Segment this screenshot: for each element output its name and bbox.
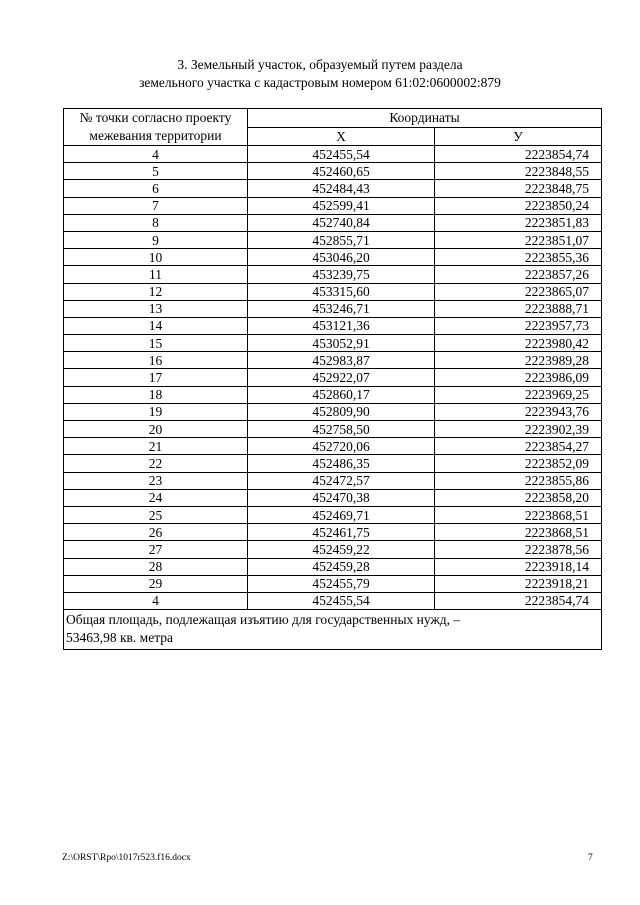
y-coordinate-cell: 2223989,28 [435,352,602,369]
point-number-cell: 17 [64,369,248,386]
y-coordinate-cell: 2223957,73 [435,317,602,334]
x-coordinate-cell: 453246,71 [248,300,435,317]
table-row [64,575,602,592]
x-coordinate-cell: 453052,91 [248,335,435,352]
point-number-cell: 4 [64,592,248,609]
table-row [64,421,602,438]
x-coordinate-cell: 452461,75 [248,524,435,541]
total-area-line-2: 53463,98 кв. метра [66,630,174,646]
x-coordinate-cell: 452460,65 [248,163,435,180]
x-coordinate-cell: 452455,54 [248,592,435,609]
x-coordinate-cell: 452758,50 [248,421,435,438]
y-coordinate-cell: 2223858,20 [435,489,602,506]
y-coordinate-cell: 2223851,07 [435,231,602,248]
point-number-cell: 25 [64,506,248,523]
x-coordinate-cell: 452809,90 [248,403,435,420]
x-coordinate-cell: 452459,28 [248,558,435,575]
table-header-row-1 [64,109,602,128]
x-coordinate-cell: 452983,87 [248,352,435,369]
x-coordinate-cell: 452472,57 [248,472,435,489]
total-area-note [64,610,602,650]
y-coordinate-cell: 2223888,71 [435,300,602,317]
point-number-cell: 27 [64,541,248,558]
table-row [64,163,602,180]
x-coordinate-cell: 452455,54 [248,146,435,163]
point-number-cell: 8 [64,214,248,231]
point-number-cell: 7 [64,197,248,214]
table-row [64,489,602,506]
table-row [64,369,602,386]
x-coordinate-cell: 452486,35 [248,455,435,472]
y-coordinate-cell: 2223854,74 [435,592,602,609]
x-coordinate-cell: 452459,22 [248,541,435,558]
y-coordinate-cell: 2223878,56 [435,541,602,558]
x-coordinate-cell: 452720,06 [248,438,435,455]
table-row [64,506,602,523]
point-number-cell: 15 [64,335,248,352]
point-number-cell: 16 [64,352,248,369]
table-row [64,472,602,489]
table-footer-row [64,610,602,650]
header-point-number-line-1: № точки согласно проекту [79,110,232,125]
x-coordinate-cell: 452860,17 [248,386,435,403]
x-coordinate-cell: 452469,71 [248,506,435,523]
table-row [64,403,602,420]
header-point-number [64,109,248,146]
y-coordinate-cell: 2223848,75 [435,180,602,197]
section-title-line-2: земельного участка с кадастровым номером 61:02:0600002:879 [139,75,501,90]
header-point-number-line-2: межевания территории [89,128,222,143]
point-number-cell: 21 [64,438,248,455]
y-coordinate-cell: 2223980,42 [435,335,602,352]
x-coordinate-cell: 452470,38 [248,489,435,506]
y-coordinate-cell: 2223855,86 [435,472,602,489]
y-coordinate-cell: 2223852,09 [435,455,602,472]
table-row [64,214,602,231]
table-row [64,180,602,197]
table-row [64,300,602,317]
point-number-cell: 10 [64,249,248,266]
point-number-cell: 5 [64,163,248,180]
y-coordinate-cell: 2223851,83 [435,214,602,231]
table-row [64,541,602,558]
y-coordinate-cell: 2223848,55 [435,163,602,180]
y-coordinate-cell: 2223854,74 [435,146,602,163]
table-row [64,352,602,369]
x-coordinate-cell: 453239,75 [248,266,435,283]
document-file-path: Z:\ORST\Rpo\1017r523.f16.docx [62,853,191,863]
header-coordinates: Координаты [248,109,602,128]
coordinates-table [63,108,602,650]
point-number-cell: 19 [64,403,248,420]
x-coordinate-cell: 452484,43 [248,180,435,197]
point-number-cell: 4 [64,146,248,163]
table-row [64,558,602,575]
table-row [64,266,602,283]
table-row [64,283,602,300]
point-number-cell: 9 [64,231,248,248]
point-number-cell: 20 [64,421,248,438]
point-number-cell: 14 [64,317,248,334]
table-row [64,438,602,455]
y-coordinate-cell: 2223857,26 [435,266,602,283]
x-coordinate-cell: 453315,60 [248,283,435,300]
point-number-cell: 24 [64,489,248,506]
x-coordinate-cell: 452455,79 [248,575,435,592]
table-row [64,317,602,334]
header-y: У [435,127,602,146]
section-title-line-1: 3. Земельный участок, образуемый путем раздела [177,57,463,72]
total-area-line-1: Общая площадь, подлежащая изъятию для государственных нужд, – [66,612,461,628]
y-coordinate-cell: 2223918,14 [435,558,602,575]
point-number-cell: 12 [64,283,248,300]
point-number-cell: 13 [64,300,248,317]
point-number-cell: 11 [64,266,248,283]
point-number-cell: 18 [64,386,248,403]
x-coordinate-cell: 452922,07 [248,369,435,386]
table-row [64,592,602,609]
table-row [64,231,602,248]
table-row [64,197,602,214]
y-coordinate-cell: 2223865,07 [435,283,602,300]
y-coordinate-cell: 2223868,51 [435,506,602,523]
point-number-cell: 26 [64,524,248,541]
point-number-cell: 23 [64,472,248,489]
y-coordinate-cell: 2223855,36 [435,249,602,266]
point-number-cell: 22 [64,455,248,472]
page-number: 7 [588,853,593,863]
x-coordinate-cell: 452599,41 [248,197,435,214]
x-coordinate-cell: 452740,84 [248,214,435,231]
point-number-cell: 28 [64,558,248,575]
x-coordinate-cell: 453121,36 [248,317,435,334]
y-coordinate-cell: 2223943,76 [435,403,602,420]
table-row [64,386,602,403]
table-row [64,524,602,541]
x-coordinate-cell: 452855,71 [248,231,435,248]
table-row [64,335,602,352]
header-x: X [248,127,435,146]
y-coordinate-cell: 2223918,21 [435,575,602,592]
y-coordinate-cell: 2223902,39 [435,421,602,438]
y-coordinate-cell: 2223969,25 [435,386,602,403]
table-row [64,455,602,472]
point-number-cell: 6 [64,180,248,197]
point-number-cell: 29 [64,575,248,592]
x-coordinate-cell: 453046,20 [248,249,435,266]
table-row [64,146,602,163]
y-coordinate-cell: 2223986,09 [435,369,602,386]
y-coordinate-cell: 2223854,27 [435,438,602,455]
coordinates-table-body [64,109,602,610]
table-row [64,249,602,266]
y-coordinate-cell: 2223868,51 [435,524,602,541]
y-coordinate-cell: 2223850,24 [435,197,602,214]
